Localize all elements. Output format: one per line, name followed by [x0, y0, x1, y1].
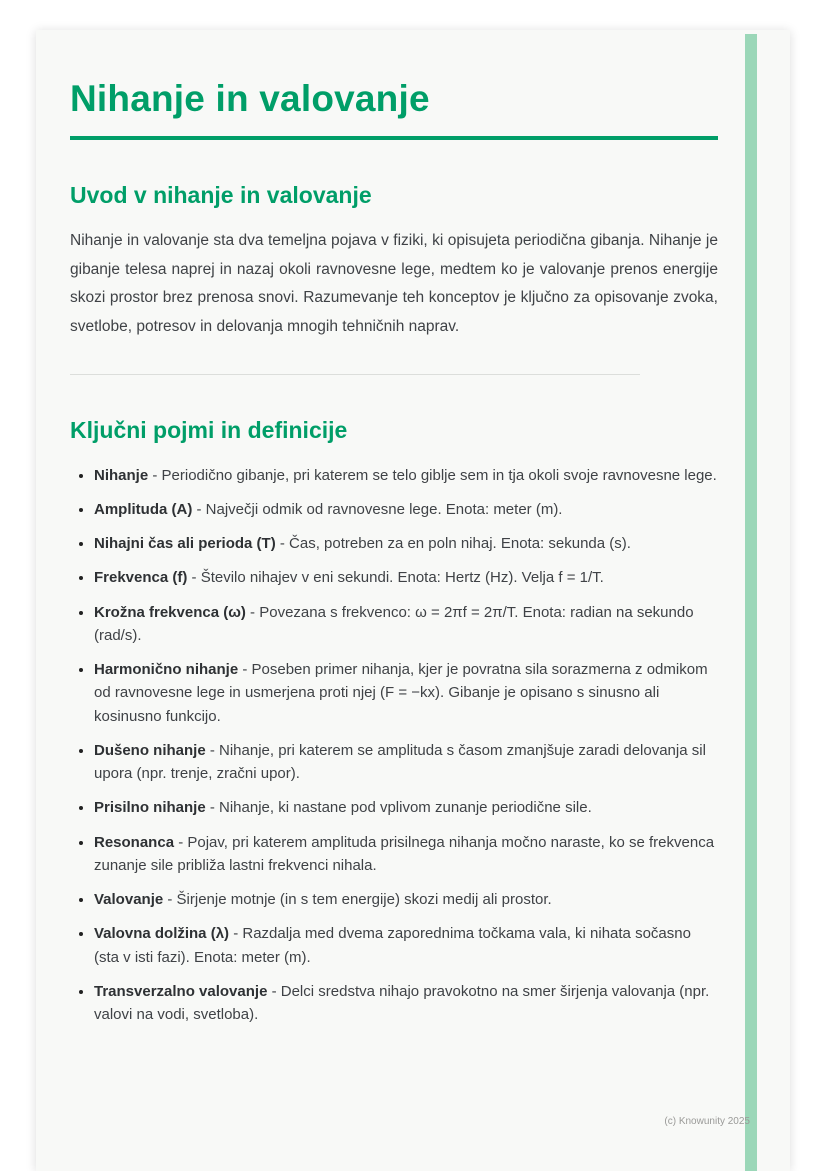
term-definition: - Nihanje, ki nastane pod vplivom zunanje periodične sile. — [205, 799, 592, 817]
footer-credit: (c) Knowunity 2025 — [664, 1116, 750, 1127]
term-label: Valovna dolžina (λ) — [94, 925, 230, 943]
term-definition: - Delci sredstva nihajo pravokotno na smer širjenja valovanja (npr. valovi na vodi, svetloba). — [94, 982, 710, 1024]
term-definition: - Razdalja med dvema zaporednima točkama vala, ki nihata sočasno (sta v isti fazi). Enota: meter (m). — [94, 925, 691, 966]
term-definition: - Nihanje, pri katerem se amplituda s časom zmanjšuje zaradi delovanja sil upora (npr. trenje, zračni upor). — [94, 741, 706, 783]
page-title: Nihanje in valovanje — [70, 78, 430, 119]
green-stripe — [745, 34, 757, 1171]
term-label: Nihajni čas ali perioda (T) — [94, 535, 276, 553]
term-label: Resonanca — [94, 833, 175, 851]
list-item-prisilno-nihanje — [94, 796, 718, 819]
document-page — [36, 30, 790, 1171]
term-definition: - Največji odmik od ravnovesne lege. Enota: meter (m). — [192, 500, 563, 518]
term-label: Frekvenca (f) — [94, 569, 188, 587]
intro-paragraph: Nihanje in valovanje sta dva temeljna pojava v fiziki, ki opisujeta periodična gibanja. Nihanje je gibanje telesa naprej in nazaj okoli ravnovesne lege, medtem ko je valovanje prenos energije skozi prostor brez prenosa snovi. Razumevanje teh konceptov je ključno za opisovanje zvoka, svetlobe, potresov in delovanja mnogih tehničnih naprav. — [70, 232, 718, 336]
term-definition: - Čas, potreben za en poln nihaj. Enota: sekunda (s). — [275, 535, 631, 553]
term-label: Krožna frekvenca (ω) — [94, 603, 246, 621]
term-label: Dušeno nihanje — [94, 741, 206, 759]
list-item-frekvenca — [94, 566, 718, 589]
section-heading-definitions: Ključni pojmi in definicije — [70, 416, 348, 443]
term-label: Valovanje — [94, 891, 164, 909]
page-content — [70, 30, 718, 1171]
term-definition: - Širjenje motnje (in s tem energije) skozi medij ali prostor. — [163, 891, 552, 909]
section-heading-intro: Uvod v nihanje in valovanje — [70, 182, 372, 208]
term-label: Amplituda (A) — [94, 500, 193, 518]
list-item-transverzalno-valovanje — [94, 980, 718, 1027]
list-item-valovanje — [94, 888, 718, 911]
term-definition: - Poseben primer nihanja, kjer je povratna sila sorazmerna z odmikom od ravnovesne lege in usmerjena proti njej (F = −kx). Gibanje je opisano s sinusno ali kosinusno funkcijo. — [94, 661, 708, 725]
list-item-valovna-dolzina — [94, 922, 718, 969]
term-label: Prisilno nihanje — [94, 799, 206, 817]
list-item-duseno-nihanje — [94, 739, 718, 786]
list-item-perioda — [94, 532, 718, 555]
section-divider — [70, 374, 640, 375]
term-definition: - Periodično gibanje, pri katerem se telo giblje sem in tja okoli svoje ravnovesne lege. — [148, 466, 717, 484]
term-label: Nihanje — [94, 466, 149, 484]
list-item-krozna-frekvenca — [94, 601, 718, 648]
title-rule — [70, 136, 718, 140]
definitions-list — [70, 464, 718, 1027]
list-item-amplituda — [94, 498, 718, 521]
list-item-nihanje — [94, 464, 718, 487]
list-item-resonanca — [94, 831, 718, 878]
term-label: Harmonično nihanje — [94, 661, 239, 679]
list-item-harmonicno-nihanje — [94, 658, 718, 728]
term-definition: - Povezana s frekvenco: ω = 2πf = 2π/T. Enota: radian na sekundo (rad/s). — [94, 603, 694, 644]
term-definition: - Pojav, pri katerem amplituda prisilnega nihanja močno naraste, ko se frekvenca zunanje sile približa lastni frekvenci nihala. — [94, 833, 715, 874]
term-label: Transverzalno valovanje — [94, 982, 268, 1000]
term-definition: - Število nihajev v eni sekundi. Enota: Hertz (Hz). Velja f = 1/T. — [187, 569, 604, 587]
